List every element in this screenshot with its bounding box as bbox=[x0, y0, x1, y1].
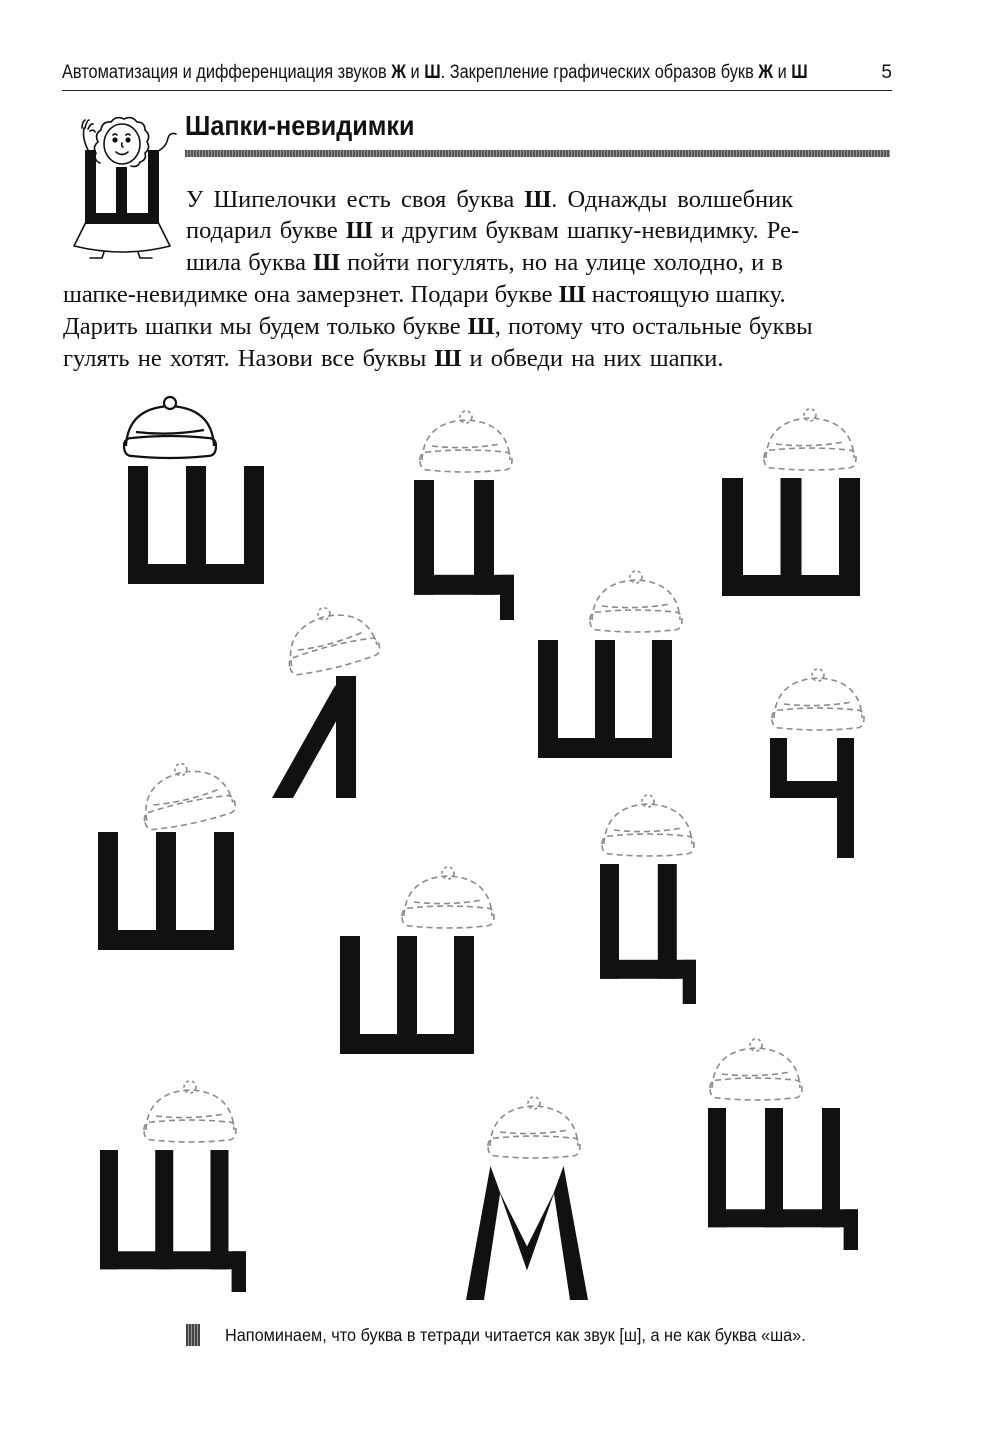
letter-with-hat[interactable] bbox=[708, 1108, 858, 1250]
letter-graphic bbox=[340, 936, 474, 1054]
hat-brim bbox=[124, 436, 216, 458]
hat-crown bbox=[604, 804, 692, 844]
letter-Ш bbox=[340, 936, 474, 1054]
hat-brim bbox=[602, 834, 694, 856]
letter-graphic bbox=[770, 738, 854, 858]
hat-brim bbox=[402, 906, 494, 928]
hat-band bbox=[784, 702, 852, 706]
letter-with-hat[interactable] bbox=[770, 738, 854, 858]
hat-brim bbox=[143, 792, 238, 833]
hat-dashed-tracing-icon[interactable] bbox=[278, 597, 382, 678]
text-line: Дарить шапки мы будем только букве Ш, потому что остальные буквы bbox=[63, 313, 813, 340]
letters-with-hats-exercise bbox=[0, 380, 1000, 1320]
hat-dashed-tracing-icon[interactable] bbox=[710, 1039, 802, 1100]
shipelochka-mascot-illustration bbox=[58, 112, 188, 262]
letter-М bbox=[466, 1166, 588, 1300]
hat-brim bbox=[488, 1136, 580, 1158]
hat-crown bbox=[766, 418, 854, 458]
note-marker-icon bbox=[186, 1324, 200, 1346]
hat-band bbox=[614, 828, 682, 832]
running-head bbox=[62, 58, 892, 91]
hat-brim bbox=[590, 610, 682, 632]
hat-brim bbox=[764, 448, 856, 470]
hat-solid-icon bbox=[124, 397, 216, 458]
page-title: Шапки-невидимки bbox=[185, 110, 415, 141]
hat-dashed-tracing-icon[interactable] bbox=[144, 1081, 236, 1142]
letter-Ш bbox=[538, 640, 672, 758]
hat-pompom bbox=[442, 867, 454, 879]
letter-with-hat[interactable] bbox=[414, 480, 514, 620]
letter-graphic bbox=[128, 466, 264, 584]
hat-crown bbox=[490, 1106, 578, 1146]
letter-Ш bbox=[128, 466, 264, 584]
hat-brim bbox=[710, 1078, 802, 1100]
hat-dashed-tracing-icon[interactable] bbox=[135, 754, 238, 833]
text-line: гулять не хотят. Назови все буквы Ш и обведи на них шапки. bbox=[63, 345, 724, 372]
running-head-text: Автоматизация и дифференциация звуков Ж и Ш. Закрепление графических образов букв Ж и Ш bbox=[62, 62, 808, 83]
hat-band bbox=[602, 604, 670, 608]
letter-Щ bbox=[708, 1108, 858, 1250]
hat-pompom bbox=[460, 411, 472, 423]
hat-crown bbox=[774, 678, 862, 718]
text-line: подарил букве Ш и другим буквам шапку-невидимку. Ре- bbox=[186, 217, 800, 244]
hat-band bbox=[432, 444, 500, 448]
letter-graphic bbox=[538, 640, 672, 758]
letter-graphic bbox=[100, 1150, 246, 1292]
hat-dashed-tracing-icon[interactable] bbox=[488, 1097, 580, 1158]
letter-with-hat[interactable] bbox=[98, 832, 234, 950]
letter-graphic bbox=[272, 676, 356, 798]
hat-dashed-tracing-icon[interactable] bbox=[402, 867, 494, 928]
letter-graphic bbox=[722, 478, 860, 596]
letter-graphic bbox=[98, 832, 234, 950]
hat-dashed-tracing-icon[interactable] bbox=[772, 669, 864, 730]
hat-dashed-tracing-icon[interactable] bbox=[602, 795, 694, 856]
hat-pompom bbox=[642, 795, 654, 807]
hat-pompom bbox=[812, 669, 824, 681]
hat-band bbox=[776, 442, 844, 446]
hat-band bbox=[156, 1114, 224, 1118]
letter-Ц bbox=[600, 864, 696, 1004]
hat-dashed-tracing-icon[interactable] bbox=[764, 409, 856, 470]
hat-crown bbox=[126, 406, 214, 446]
text-line: шила буква Ш пойти погулять, но на улице холодно, и в bbox=[186, 249, 783, 276]
letter-with-hat[interactable] bbox=[466, 1166, 588, 1300]
letter-with-hat[interactable] bbox=[722, 478, 860, 596]
hat-crown bbox=[404, 876, 492, 916]
hat-dashed-tracing-icon[interactable] bbox=[590, 571, 682, 632]
hat-crown bbox=[712, 1048, 800, 1088]
letter-Щ bbox=[100, 1150, 246, 1292]
hat-band bbox=[722, 1072, 790, 1076]
letter-with-hat bbox=[128, 466, 264, 584]
page-number: 5 bbox=[881, 62, 892, 83]
hat-crown bbox=[592, 580, 680, 620]
hat-brim bbox=[420, 450, 512, 472]
letter-with-hat[interactable] bbox=[600, 864, 696, 1004]
hat-brim bbox=[772, 708, 864, 730]
title-rule bbox=[185, 150, 890, 157]
hat-pompom bbox=[750, 1039, 762, 1051]
hat-band bbox=[500, 1130, 568, 1134]
hat-pompom bbox=[528, 1097, 540, 1109]
letter-graphic bbox=[600, 864, 696, 1004]
letter-with-hat[interactable] bbox=[100, 1150, 246, 1292]
reminder-note-text: Напоминаем, что буква в тетради читается как звук [ш], а не как буква «ша». bbox=[225, 1325, 806, 1345]
hat-crown bbox=[146, 1090, 234, 1130]
text-line: У Шипелочки есть своя буква Ш. Однажды волшебник bbox=[186, 186, 794, 213]
hat-dashed-tracing-icon[interactable] bbox=[420, 411, 512, 472]
hat-brim bbox=[287, 635, 382, 679]
hat-pompom bbox=[164, 397, 176, 409]
hat-pompom bbox=[804, 409, 816, 421]
hat-pompom bbox=[184, 1081, 196, 1093]
letter-graphic bbox=[708, 1108, 858, 1250]
letter-graphic bbox=[466, 1166, 588, 1300]
hat-band bbox=[414, 900, 482, 904]
letter-with-hat[interactable] bbox=[272, 676, 356, 798]
letter-with-hat[interactable] bbox=[340, 936, 474, 1054]
hat-brim bbox=[144, 1120, 236, 1142]
hat-crown bbox=[138, 763, 232, 820]
text-line: шапке-невидимке она замерзнет. Подари букве Ш настоящую шапку. bbox=[63, 281, 786, 308]
letter-Ш bbox=[722, 478, 860, 596]
letter-Ш bbox=[98, 832, 234, 950]
hat-crown bbox=[422, 420, 510, 460]
letter-Ч bbox=[770, 738, 854, 858]
letter-graphic bbox=[414, 480, 514, 620]
hat-band bbox=[136, 430, 204, 434]
hat-pompom bbox=[630, 571, 642, 583]
letter-with-hat[interactable] bbox=[538, 640, 672, 758]
letter-Ц bbox=[414, 480, 514, 620]
letter-И bbox=[272, 676, 356, 798]
